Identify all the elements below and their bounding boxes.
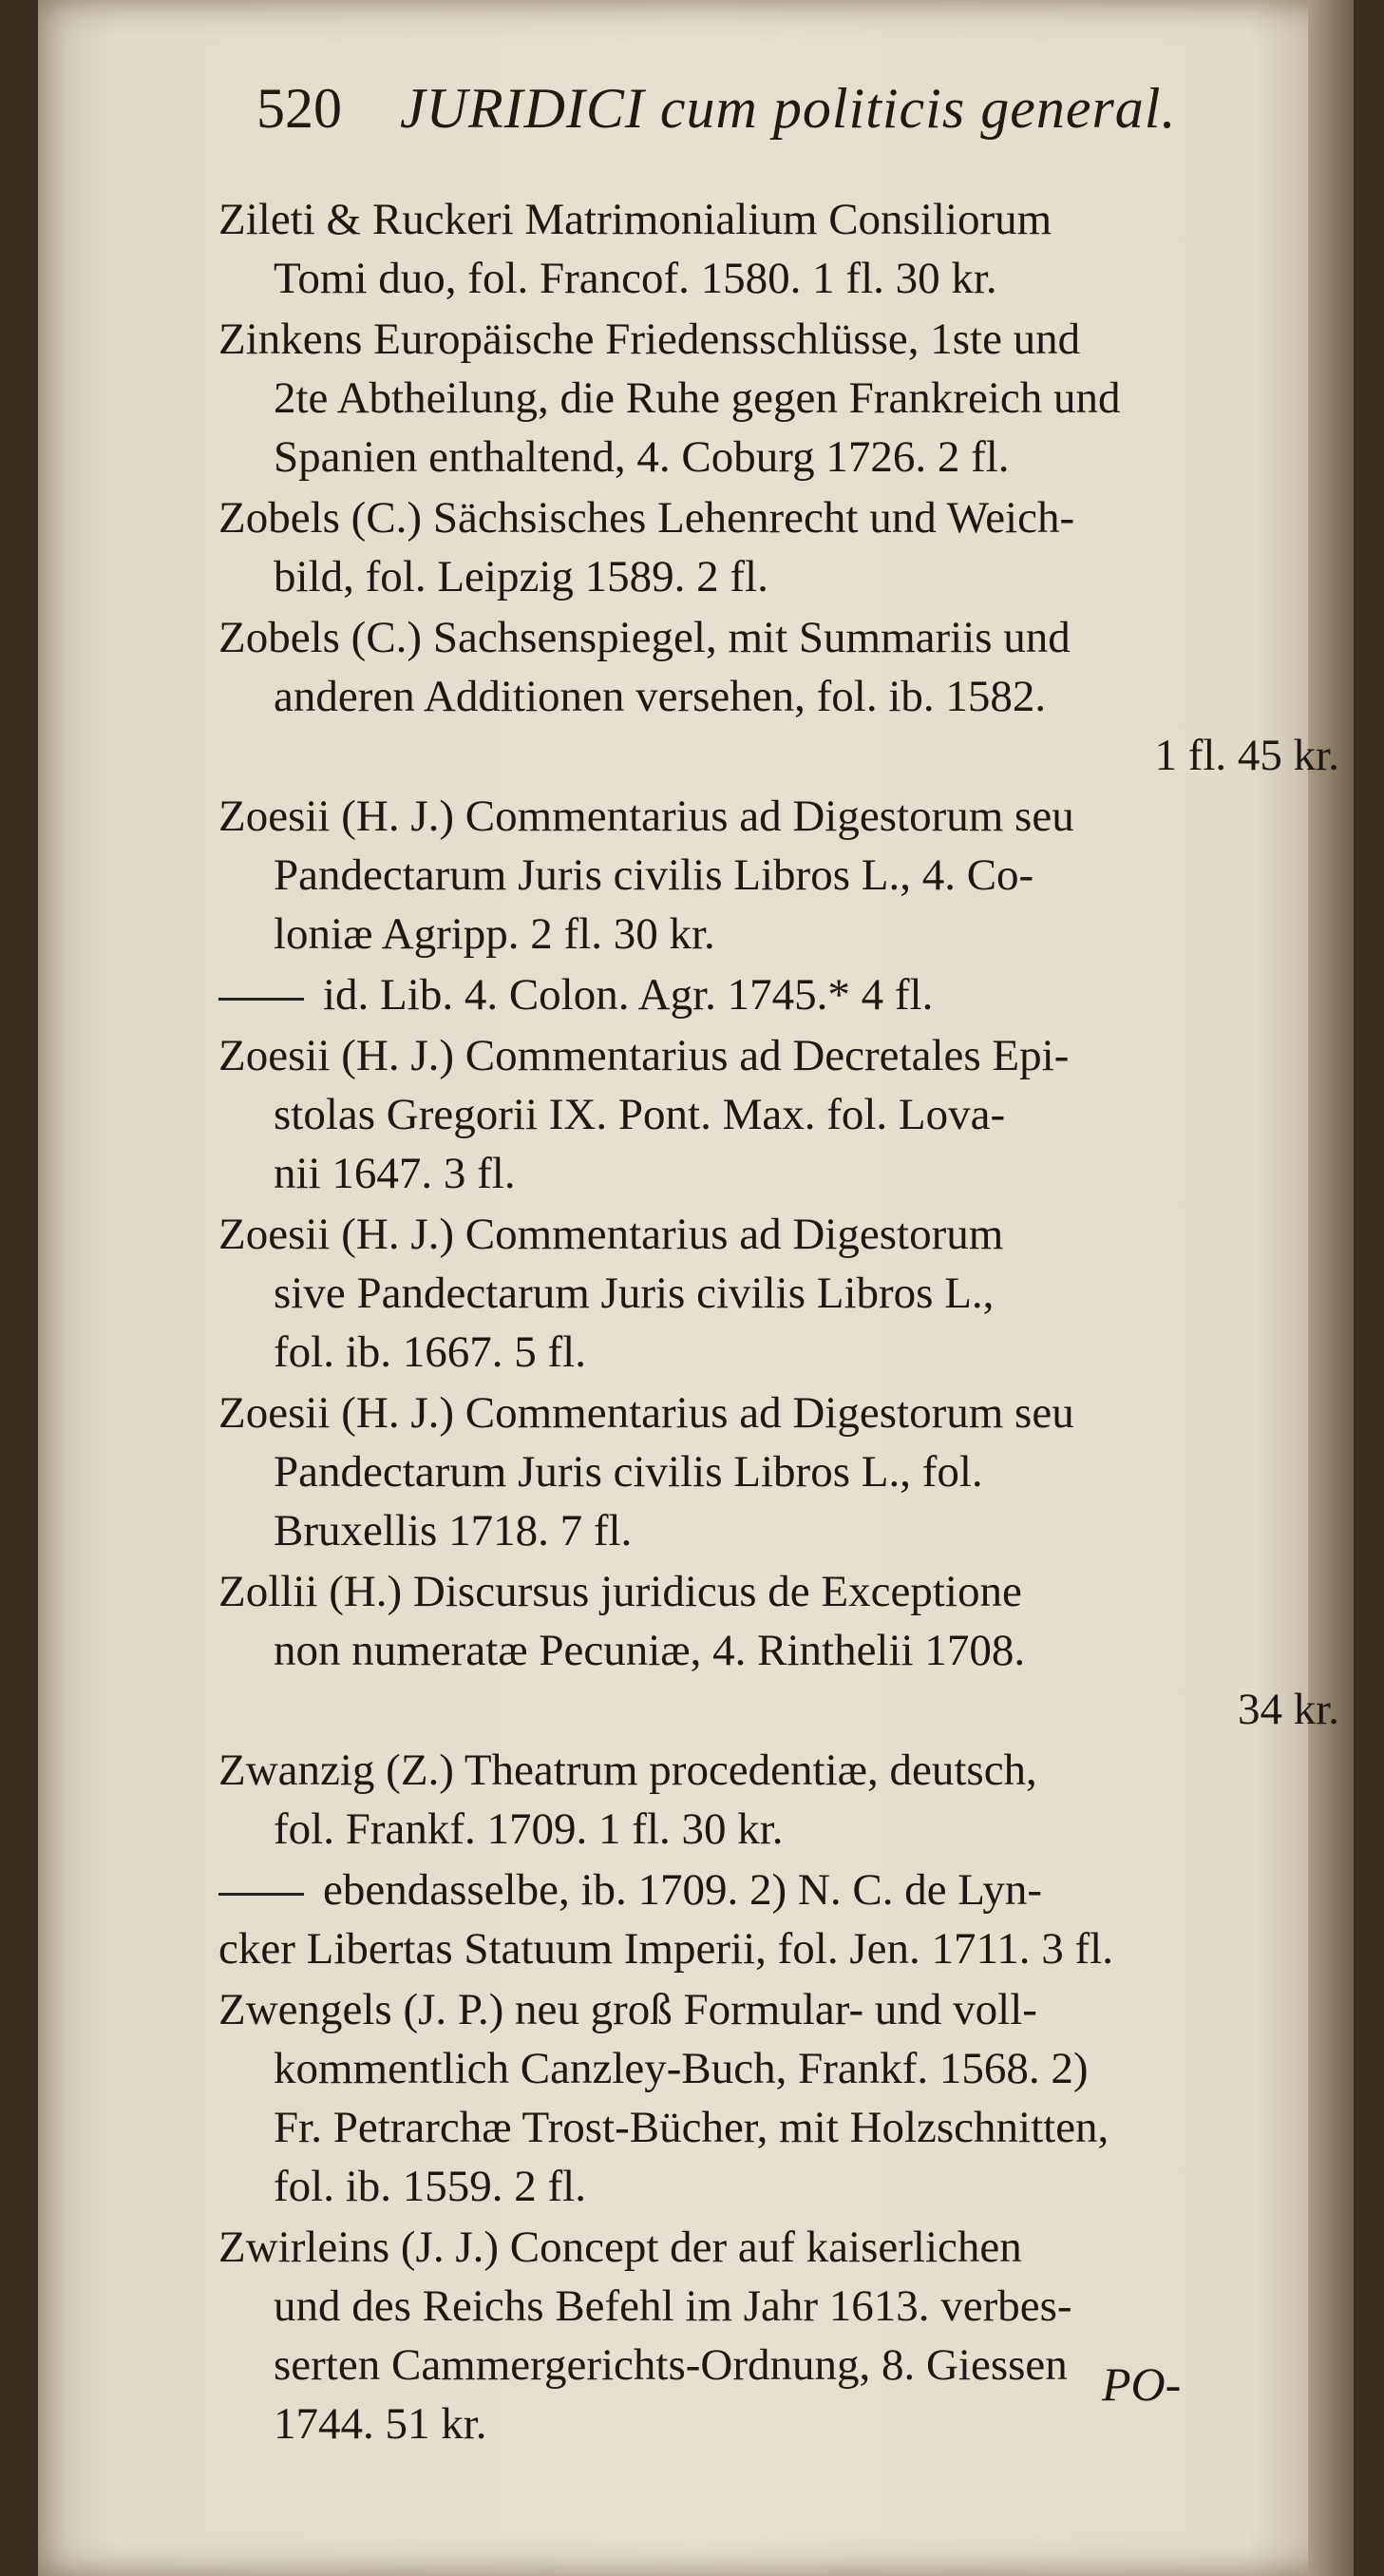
- entry-line: Bruxellis 1718. 7 fl.: [274, 1506, 633, 1555]
- entry-line: Fr. Petrarchæ Trost-Bücher, mit Holzschnitten,: [274, 2103, 1109, 2152]
- entry-line: loniæ Agripp. 2 fl. 30 kr.: [274, 909, 715, 959]
- entry-line: id. Lib. 4. Colon. Agr. 1745.* 4 fl.: [218, 965, 1339, 1024]
- entry-line: bild, fol. Leipzig 1589. 2 fl.: [274, 552, 768, 601]
- running-header: [256, 76, 1176, 142]
- catalog-entry: [218, 1026, 1339, 1203]
- entry-line: stolas Gregorii IX. Pont. Max. fol. Lova-: [274, 1090, 1006, 1139]
- entry-line: nii 1647. 3 fl.: [274, 1149, 516, 1198]
- entry-line: cker Libertas Statuum Imperii, fol. Jen. 1711. 3 fl.: [218, 1924, 1113, 1974]
- catalog-entry: [218, 1205, 1339, 1382]
- catalog-entry: [218, 1562, 1339, 1739]
- entry-line: Tomi duo, fol. Francof. 1580. 1 fl. 30 kr.: [274, 254, 997, 303]
- entry-line: Zwirleins (J. J.) Concept der auf kaiserlichen: [218, 2223, 1022, 2272]
- entry-line: 1744. 51 kr.: [274, 2399, 487, 2449]
- entry-line: ebendasselbe, ib. 1709. 2) N. C. de Lyn-: [218, 1860, 1339, 1919]
- entry-line: Zileti & Ruckeri Matrimonialium Consiliorum: [218, 195, 1052, 244]
- entry-line: 2te Abtheilung, die Ruhe gegen Frankreich und: [274, 373, 1121, 423]
- entry-line: non numeratæ Pecuniæ, 4. Rinthelii 1708.: [274, 1626, 1026, 1675]
- entry-line: Zobels (C.) Sachsenspiegel, mit Summariis und: [218, 613, 1071, 662]
- entry-line: fol. ib. 1667. 5 fl.: [274, 1327, 586, 1377]
- catalog-entry: [218, 1860, 1339, 1978]
- page-number: 520: [256, 77, 342, 140]
- catchword: PO-: [1102, 2357, 1182, 2411]
- entry-line: Spanien enthaltend, 4. Coburg 1726. 2 fl.: [274, 432, 1010, 482]
- entry-line: Zinkens Europäische Friedensschlüsse, 1ste und: [218, 315, 1081, 364]
- catalog-entry: [218, 190, 1339, 308]
- catalog-entry: [218, 608, 1339, 785]
- entry-line: Zollii (H.) Discursus juridicus de Exceptione: [218, 1567, 1022, 1616]
- entry-line: 34 kr.: [1237, 1685, 1339, 1734]
- entry-line: serten Cammergerichts-Ordnung, 8. Giessen: [274, 2340, 1068, 2390]
- entry-line: sive Pandectarum Juris civilis Libros L.,: [274, 1269, 995, 1318]
- catalog-entry: [218, 2218, 1339, 2453]
- catalog-entry: [218, 1383, 1339, 1560]
- catalog-entries: [218, 190, 1339, 2455]
- ditto-rule: [218, 998, 304, 1001]
- entry-line: 1 fl. 45 kr.: [1154, 731, 1339, 780]
- entry-line: Zwanzig (Z.) Theatrum procedentiæ, deutsch,: [218, 1746, 1037, 1795]
- catalog-entry: [218, 1741, 1339, 1859]
- entry-line: Pandectarum Juris civilis Libros L., fol.: [274, 1447, 983, 1497]
- entry-line: Zoesii (H. J.) Commentarius ad Digestorum: [218, 1210, 1004, 1259]
- ditto-rule: [218, 1893, 304, 1896]
- entry-line: und des Reichs Befehl im Jahr 1613. verbes-: [274, 2281, 1072, 2331]
- entry-line: anderen Additionen versehen, fol. ib. 1582.: [274, 672, 1047, 721]
- entry-line: Zoesii (H. J.) Commentarius ad Decretales Epi-: [218, 1031, 1070, 1080]
- running-title: JURIDICI cum politicis general.: [400, 77, 1177, 140]
- book-page: [38, 0, 1354, 2576]
- catalog-entry: [218, 1980, 1339, 2216]
- entry-line: Zwengels (J. P.) neu groß Formular- und voll-: [218, 1985, 1037, 2034]
- entry-line: Pandectarum Juris civilis Libros L., 4. Co-: [274, 850, 1034, 900]
- entry-line: kommentlich Canzley-Buch, Frankf. 1568. 2): [274, 2044, 1089, 2093]
- entry-line: Zobels (C.) Sächsisches Lehenrecht und Weich-: [218, 493, 1075, 543]
- catalog-entry: [218, 965, 1339, 1024]
- catalog-entry: [218, 310, 1339, 487]
- entry-line: fol. Frankf. 1709. 1 fl. 30 kr.: [274, 1804, 784, 1854]
- catalog-entry: [218, 488, 1339, 606]
- entry-line: Zoesii (H. J.) Commentarius ad Digestorum seu: [218, 1388, 1074, 1438]
- entry-line: Zoesii (H. J.) Commentarius ad Digestorum seu: [218, 792, 1074, 841]
- catalog-entry: [218, 787, 1339, 964]
- entry-line: fol. ib. 1559. 2 fl.: [274, 2162, 586, 2211]
